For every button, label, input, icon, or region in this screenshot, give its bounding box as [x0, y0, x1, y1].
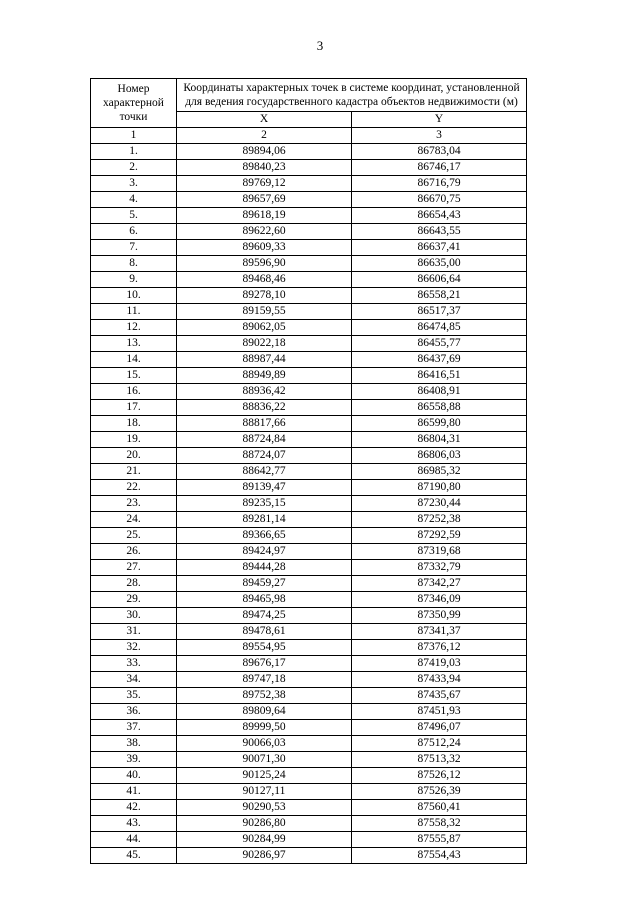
- x-coordinate-cell: 89235,15: [177, 496, 352, 512]
- point-number-cell: 41.: [91, 784, 177, 800]
- x-coordinate-cell: 89474,25: [177, 608, 352, 624]
- point-number-cell: 36.: [91, 704, 177, 720]
- x-coordinate-cell: 90127,11: [177, 784, 352, 800]
- table-row: [91, 160, 527, 176]
- table-row: [91, 592, 527, 608]
- point-number-cell: 29.: [91, 592, 177, 608]
- y-coordinate-cell: 86416,51: [352, 368, 527, 384]
- table-row: [91, 736, 527, 752]
- y-coordinate-cell: 87558,32: [352, 816, 527, 832]
- y-coordinate-cell: 87526,39: [352, 784, 527, 800]
- y-column-header: Y: [352, 112, 527, 128]
- y-coordinate-cell: 87230,44: [352, 496, 527, 512]
- coordinates-header: Координаты характерных точек в системе координат, установленной для ведения государственного кадастра объектов недвижимости (м): [177, 79, 527, 112]
- x-coordinate-cell: 88642,77: [177, 464, 352, 480]
- column-number: 2: [177, 128, 352, 144]
- x-coordinate-cell: 89752,38: [177, 688, 352, 704]
- x-coordinate-cell: 90284,99: [177, 832, 352, 848]
- x-coordinate-cell: 89478,61: [177, 624, 352, 640]
- point-number-cell: 27.: [91, 560, 177, 576]
- point-number-cell: 19.: [91, 432, 177, 448]
- point-number-cell: 9.: [91, 272, 177, 288]
- y-coordinate-cell: 86517,37: [352, 304, 527, 320]
- point-number-cell: 44.: [91, 832, 177, 848]
- point-number-cell: 6.: [91, 224, 177, 240]
- y-coordinate-cell: 87526,12: [352, 768, 527, 784]
- x-coordinate-cell: 89618,19: [177, 208, 352, 224]
- point-number-cell: 35.: [91, 688, 177, 704]
- y-coordinate-cell: 86635,00: [352, 256, 527, 272]
- table-row: [91, 832, 527, 848]
- point-number-cell: 32.: [91, 640, 177, 656]
- table-row: [91, 656, 527, 672]
- y-coordinate-cell: 87433,94: [352, 672, 527, 688]
- x-coordinate-cell: 88987,44: [177, 352, 352, 368]
- table-row: [91, 704, 527, 720]
- table-row: [91, 672, 527, 688]
- x-coordinate-cell: 88836,22: [177, 400, 352, 416]
- point-number-cell: 18.: [91, 416, 177, 432]
- point-number-cell: 28.: [91, 576, 177, 592]
- y-coordinate-cell: 87190,80: [352, 480, 527, 496]
- y-coordinate-cell: 87512,24: [352, 736, 527, 752]
- table-row: [91, 400, 527, 416]
- x-coordinate-cell: 89366,65: [177, 528, 352, 544]
- y-coordinate-cell: 87560,41: [352, 800, 527, 816]
- x-coordinate-cell: 90286,80: [177, 816, 352, 832]
- x-coordinate-cell: 89609,33: [177, 240, 352, 256]
- table-row: [91, 176, 527, 192]
- point-number-cell: 38.: [91, 736, 177, 752]
- point-number-cell: 34.: [91, 672, 177, 688]
- x-column-header: X: [177, 112, 352, 128]
- y-coordinate-cell: 87319,68: [352, 544, 527, 560]
- point-number-cell: 17.: [91, 400, 177, 416]
- point-number-cell: 21.: [91, 464, 177, 480]
- point-number-cell: 25.: [91, 528, 177, 544]
- point-number-cell: 20.: [91, 448, 177, 464]
- x-coordinate-cell: 89424,97: [177, 544, 352, 560]
- x-coordinate-cell: 88936,42: [177, 384, 352, 400]
- x-coordinate-cell: 89459,27: [177, 576, 352, 592]
- point-number-cell: 16.: [91, 384, 177, 400]
- table-row: [91, 336, 527, 352]
- point-number-cell: 7.: [91, 240, 177, 256]
- y-coordinate-cell: 86408,91: [352, 384, 527, 400]
- y-coordinate-cell: 86437,69: [352, 352, 527, 368]
- y-coordinate-cell: 87342,27: [352, 576, 527, 592]
- x-coordinate-cell: 89999,50: [177, 720, 352, 736]
- point-number-cell: 26.: [91, 544, 177, 560]
- x-coordinate-cell: 89468,46: [177, 272, 352, 288]
- point-number-cell: 31.: [91, 624, 177, 640]
- point-number-cell: 39.: [91, 752, 177, 768]
- x-coordinate-cell: 89554,95: [177, 640, 352, 656]
- y-coordinate-cell: 87419,03: [352, 656, 527, 672]
- x-coordinate-cell: 89022,18: [177, 336, 352, 352]
- x-coordinate-cell: 89769,12: [177, 176, 352, 192]
- point-number-cell: 45.: [91, 848, 177, 864]
- y-coordinate-cell: 87555,87: [352, 832, 527, 848]
- x-coordinate-cell: 89281,14: [177, 512, 352, 528]
- point-number-cell: 8.: [91, 256, 177, 272]
- table-row: [91, 496, 527, 512]
- table-row: [91, 528, 527, 544]
- x-coordinate-cell: 90290,53: [177, 800, 352, 816]
- column-number-row: [91, 128, 527, 144]
- y-coordinate-cell: 87332,79: [352, 560, 527, 576]
- x-coordinate-cell: 88949,89: [177, 368, 352, 384]
- point-number-cell: 22.: [91, 480, 177, 496]
- table-row: [91, 352, 527, 368]
- y-coordinate-cell: 87376,12: [352, 640, 527, 656]
- x-coordinate-cell: 89465,98: [177, 592, 352, 608]
- y-coordinate-cell: 87252,38: [352, 512, 527, 528]
- point-number-cell: 37.: [91, 720, 177, 736]
- table-row: [91, 256, 527, 272]
- table-row: [91, 368, 527, 384]
- y-coordinate-cell: 86804,31: [352, 432, 527, 448]
- y-coordinate-cell: 86783,04: [352, 144, 527, 160]
- x-coordinate-cell: 90286,97: [177, 848, 352, 864]
- table-row: [91, 448, 527, 464]
- y-coordinate-cell: 86599,80: [352, 416, 527, 432]
- x-coordinate-cell: 89622,60: [177, 224, 352, 240]
- table-row: [91, 800, 527, 816]
- y-coordinate-cell: 87292,59: [352, 528, 527, 544]
- x-coordinate-cell: 89809,64: [177, 704, 352, 720]
- x-coordinate-cell: 90071,30: [177, 752, 352, 768]
- table-row: [91, 768, 527, 784]
- coordinates-table: [90, 78, 527, 864]
- table-row: [91, 304, 527, 320]
- x-coordinate-cell: 89278,10: [177, 288, 352, 304]
- point-number-cell: 40.: [91, 768, 177, 784]
- x-coordinate-cell: 88817,66: [177, 416, 352, 432]
- point-number-cell: 12.: [91, 320, 177, 336]
- table-row: [91, 288, 527, 304]
- point-number-cell: 24.: [91, 512, 177, 528]
- table-row: [91, 848, 527, 864]
- y-coordinate-cell: 86558,88: [352, 400, 527, 416]
- table-row: [91, 784, 527, 800]
- y-coordinate-cell: 86985,32: [352, 464, 527, 480]
- point-number-cell: 11.: [91, 304, 177, 320]
- y-coordinate-cell: 86606,64: [352, 272, 527, 288]
- y-coordinate-cell: 86558,21: [352, 288, 527, 304]
- table-row: [91, 224, 527, 240]
- point-number-cell: 33.: [91, 656, 177, 672]
- x-coordinate-cell: 89596,90: [177, 256, 352, 272]
- x-coordinate-cell: 89657,69: [177, 192, 352, 208]
- table-row: [91, 416, 527, 432]
- y-coordinate-cell: 86806,03: [352, 448, 527, 464]
- y-coordinate-cell: 87513,32: [352, 752, 527, 768]
- y-coordinate-cell: 87435,67: [352, 688, 527, 704]
- y-coordinate-cell: 87350,99: [352, 608, 527, 624]
- x-coordinate-cell: 89159,55: [177, 304, 352, 320]
- table-row: [91, 320, 527, 336]
- table-row: [91, 624, 527, 640]
- table-row: [91, 272, 527, 288]
- table-row: [91, 192, 527, 208]
- column-number: 1: [91, 128, 177, 144]
- table-row: [91, 384, 527, 400]
- table-row: [91, 208, 527, 224]
- y-coordinate-cell: 86643,55: [352, 224, 527, 240]
- column-number: 3: [352, 128, 527, 144]
- y-coordinate-cell: 87451,93: [352, 704, 527, 720]
- y-coordinate-cell: 87341,37: [352, 624, 527, 640]
- table-row: [91, 576, 527, 592]
- table-row: [91, 720, 527, 736]
- y-coordinate-cell: 86670,75: [352, 192, 527, 208]
- point-number-cell: 2.: [91, 160, 177, 176]
- y-coordinate-cell: 86654,43: [352, 208, 527, 224]
- table-row: [91, 144, 527, 160]
- point-number-cell: 10.: [91, 288, 177, 304]
- x-coordinate-cell: 90066,03: [177, 736, 352, 752]
- page-number: 3: [316, 38, 324, 53]
- point-number-cell: 43.: [91, 816, 177, 832]
- x-coordinate-cell: 89894,06: [177, 144, 352, 160]
- x-coordinate-cell: 89139,47: [177, 480, 352, 496]
- table-row: [91, 640, 527, 656]
- table-row: [91, 816, 527, 832]
- table-row: [91, 240, 527, 256]
- point-number-header: Номер характерной точки: [91, 79, 177, 128]
- y-coordinate-cell: 86455,77: [352, 336, 527, 352]
- x-coordinate-cell: 89840,23: [177, 160, 352, 176]
- point-number-cell: 15.: [91, 368, 177, 384]
- point-number-cell: 23.: [91, 496, 177, 512]
- y-coordinate-cell: 86474,85: [352, 320, 527, 336]
- point-number-cell: 3.: [91, 176, 177, 192]
- x-coordinate-cell: 88724,07: [177, 448, 352, 464]
- table-row: [91, 464, 527, 480]
- x-coordinate-cell: 89444,28: [177, 560, 352, 576]
- point-number-cell: 1.: [91, 144, 177, 160]
- table-row: [91, 512, 527, 528]
- table-row: [91, 688, 527, 704]
- y-coordinate-cell: 87496,07: [352, 720, 527, 736]
- x-coordinate-cell: 90125,24: [177, 768, 352, 784]
- y-coordinate-cell: 87346,09: [352, 592, 527, 608]
- table-row: [91, 480, 527, 496]
- y-coordinate-cell: 87554,43: [352, 848, 527, 864]
- point-number-cell: 42.: [91, 800, 177, 816]
- x-coordinate-cell: 89062,05: [177, 320, 352, 336]
- point-number-cell: 5.: [91, 208, 177, 224]
- point-number-cell: 30.: [91, 608, 177, 624]
- table-row: [91, 560, 527, 576]
- table-row: [91, 544, 527, 560]
- point-number-cell: 13.: [91, 336, 177, 352]
- x-coordinate-cell: 89747,18: [177, 672, 352, 688]
- point-number-cell: 4.: [91, 192, 177, 208]
- x-coordinate-cell: 89676,17: [177, 656, 352, 672]
- x-coordinate-cell: 88724,84: [177, 432, 352, 448]
- y-coordinate-cell: 86716,79: [352, 176, 527, 192]
- table-row: [91, 752, 527, 768]
- table-row: [91, 432, 527, 448]
- y-coordinate-cell: 86746,17: [352, 160, 527, 176]
- y-coordinate-cell: 86637,41: [352, 240, 527, 256]
- point-number-cell: 14.: [91, 352, 177, 368]
- table-row: [91, 608, 527, 624]
